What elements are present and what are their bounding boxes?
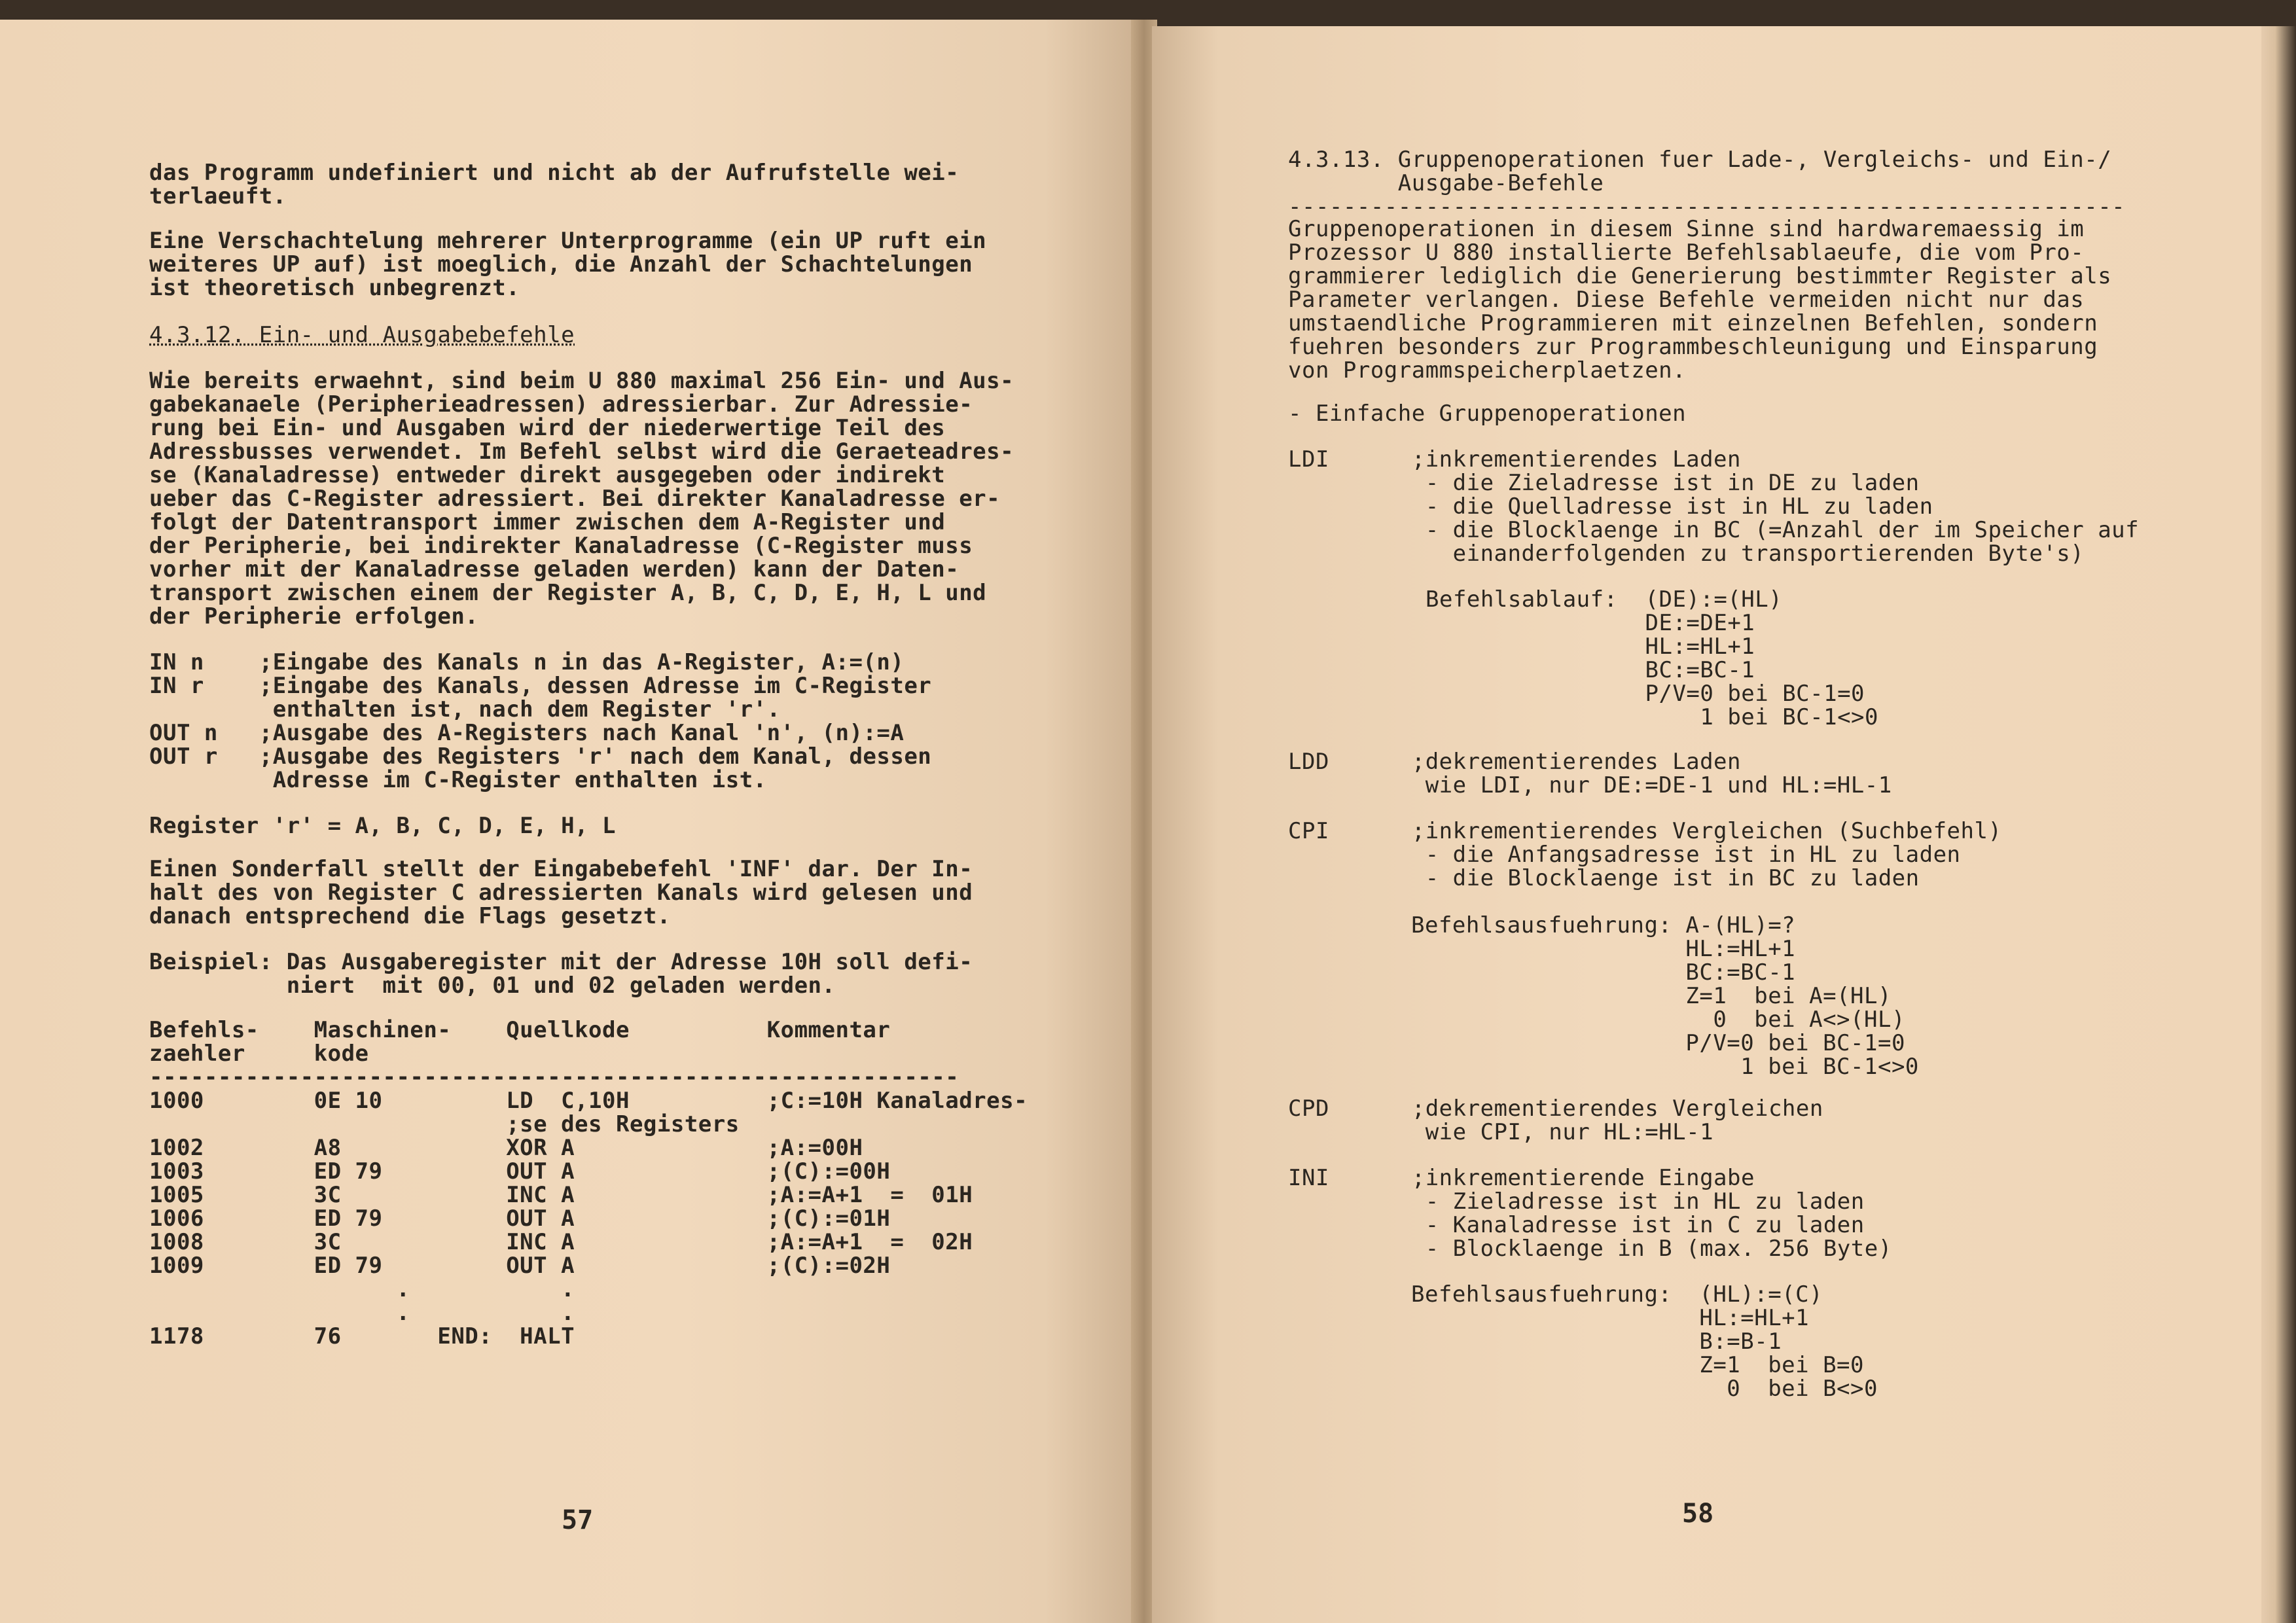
left-intro-paragraph: das Programm undefiniert und nicht ab der Aufrufstelle wei- terlaeuft. xyxy=(149,160,960,209)
ini-sequence: Befehlsausfuehrung: (HL):=(C) HL:=HL+1 B:=B-1 Z=1 bei B=0 0 bei B<>0 xyxy=(1411,1281,1878,1402)
cpi-description: CPI ;inkrementierendes Vergleichen (Suchbefehl) - die Anfangsadresse ist in HL zu laden - die Blocklaenge ist in BC zu laden xyxy=(1288,818,2002,891)
register-line: Register 'r' = A, B, C, D, E, H, L xyxy=(149,813,616,839)
page-number-left: 57 xyxy=(562,1505,594,1535)
simple-group-ops-subheading: - Einfache Gruppenoperationen xyxy=(1288,401,1687,427)
ini-description: INI ;inkrementierende Eingabe - Zieladresse ist in HL zu laden - Kanaladresse ist in C zu laden - Blocklaenge in B (max. 256 Byte) xyxy=(1288,1165,1892,1262)
group-ops-paragraph: Gruppenoperationen in diesem Sinne sind hardwaremaessig im Prozessor U 880 installierte Befehlsablaeufe, die vom Pro- grammierer lediglich die Generierung bestimmter Register als Parameter verlangen. Diese Befehle vermeiden nicht nur das umstaendliche Programmieren mit einzelnen Befehlen, sondern fuehren besonders zur Programmbeschleunigung und Einsparung von Programmspeicherplaetzen. xyxy=(1288,216,2112,383)
program-table-body: 1000 0E 10 LD C,10H ;C:=10H Kanaladres- ;se des Registers 1002 A8 XOR A ;A:=00H 1003 ED 79 OUT A ;(C):=00H 1005 3C INC A ;A:=A+1 = 01H 1006 ED 79 OUT A ;(C):=01H 1008 3C INC A ;A:=A+1 = 02H 1009 ED 79 OUT A ;(C):=02H . . . . 1178 76 END: HALT xyxy=(149,1088,1028,1349)
ldi-sequence: Befehlsablauf: (DE):=(HL) DE:=DE+1 HL:=HL+1 BC:=BC-1 P/V=0 bei BC-1=0 1 bei BC-1<>0 xyxy=(1426,586,1879,730)
program-table-header: Befehls- Maschinen- Quellkode Kommentar zaehler kode ----------------------------------------------------------- xyxy=(149,1017,960,1090)
section-heading-4-3-12: 4.3.12. Ein- und Ausgabebefehle xyxy=(149,322,575,348)
ldi-description: LDI ;inkrementierendes Laden - die Zieladresse ist in DE zu laden - die Quelladresse ist in HL zu laden - die Blocklaenge in BC (=Anzahl der im Speicher auf einanderfolgenden zu transportierenden Byte's) xyxy=(1288,446,2140,567)
cpd-description: CPD ;dekrementierendes Vergleichen wie CPI, nur HL:=HL-1 xyxy=(1288,1096,1823,1145)
cpi-sequence: Befehlsausfuehrung: A-(HL)=? HL:=HL+1 BC:=BC-1 Z=1 bei A=(HL) 0 bei A<>(HL) P/V=0 bei BC-1=0 1 bei BC-1<>0 xyxy=(1411,912,1919,1080)
page-number-right: 58 xyxy=(1682,1499,1714,1529)
ldd-description: LDD ;dekrementierendes Laden wie LDI, nur DE:=DE-1 und HL:=HL-1 xyxy=(1288,749,1892,798)
inf-paragraph: Einen Sonderfall stellt der Eingabebefehl 'INF' dar. Der In- halt des von Register C adressierten Kanals wird gelesen und danach entsprechend die Flags gesetzt. xyxy=(149,856,973,929)
io-instruction-list: IN n ;Eingabe des Kanals n in das A-Register, A:=(n) IN r ;Eingabe des Kanals, dessen Adresse im C-Register enthalten ist, nach dem Register 'r'. OUT n ;Ausgabe des A-Registers nach Kanal 'n', (n):=A OUT r ;Ausgabe des Registers 'r' nach dem Kanal, dessen Adresse im C-Register enthalten ist. xyxy=(149,649,932,793)
io-intro-paragraph: Wie bereits erwaehnt, sind beim U 880 maximal 256 Ein- und Aus- gabekanaele (Peripherieadressen) adressierbar. Zur Adressie- rung bei Ein- und Ausgaben wird der niederwertige Teil des Adressbusses verwendet. Im Befehl selbst wird die Geraeteadres- se (Kanaladresse) entweder direkt ausgegeben oder indirekt ueber das C-Register adressiert. Bei direkter Kanaladresse er- folgt der Datentransport immer zwischen dem A-Register und der Peripherie, bei indirekter Kanaladresse (C-Register muss vorher mit der Kanaladresse geladen werden) kann der Daten- transport zwischen einem der Register A, B, C, D, E, H, L und der Peripherie erfolgen. xyxy=(149,368,1014,630)
example-paragraph: Beispiel: Das Ausgaberegister mit der Adresse 10H soll defi- niert mit 00, 01 und 02 geladen werden. xyxy=(149,949,973,999)
page-edge xyxy=(2261,26,2296,1623)
left-nesting-paragraph: Eine Verschachtelung mehrerer Unterprogramme (ein UP ruft ein weiteres UP auf) ist moeglich, die Anzahl der Schachtelungen ist theoretisch unbegrenzt. xyxy=(149,228,987,301)
section-heading-4-3-13: 4.3.13. Gruppenoperationen fuer Lade-, Vergleichs- und Ein-/ Ausgabe-Befehle ------------------------------------------------------------- xyxy=(1288,147,2126,220)
